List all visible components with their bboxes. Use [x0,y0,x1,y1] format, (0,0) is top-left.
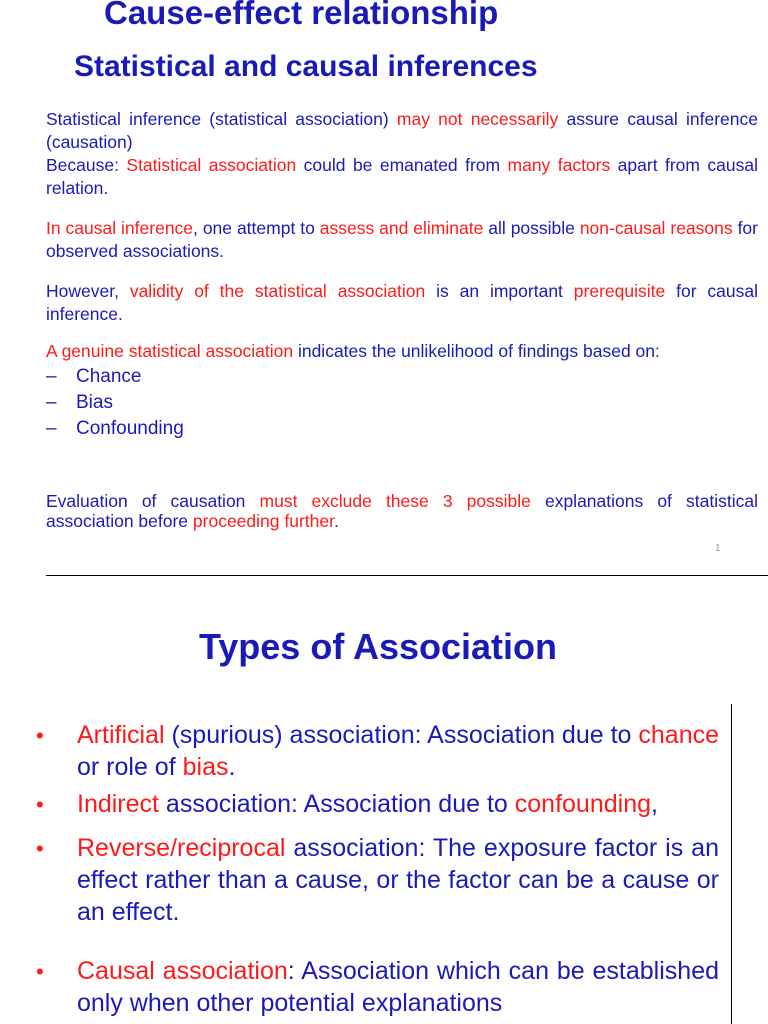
body-text: all possible [483,218,580,238]
paragraph-evaluation [46,491,758,531]
highlighted-text: chance [638,721,720,749]
slide-subtitle: Statistical and causal inferences [74,50,538,83]
highlighted-text: Statistical association [126,155,297,175]
highlighted-text: A genuine statistical association [46,341,294,361]
highlighted-text: may not necessarily [396,109,559,129]
dash-bullet: – [46,392,57,413]
body-text: Evaluation of causation [46,491,260,511]
list-item-label: Bias [76,392,113,413]
vertical-rule [731,704,732,1024]
body-text: Because: [46,155,127,175]
body-text: : Association which can be established only when other potential explanations [77,957,719,1017]
body-text: , one attempt to [193,218,320,238]
body-text: indicates the unlikelihood of findings based on: [293,341,660,361]
paragraph-validity [46,280,758,326]
section-title: Types of Association [198,626,558,667]
page-number: 1 [715,543,721,554]
body-text: or role of [77,753,183,781]
body-text: . [333,511,339,531]
highlighted-text: must exclude these 3 possible [259,491,531,511]
list-item-label: Chance [76,366,142,387]
paragraph-statistical-inference [46,108,758,200]
list-item-chance [46,366,142,388]
highlighted-text: non-causal reasons [579,218,733,238]
highlighted-text: Reverse/reciprocal [77,834,286,862]
highlighted-text: In causal inference [46,218,194,238]
highlighted-text: bias [182,753,229,781]
body-text: (spurious) association: Association due to [164,721,639,749]
paragraph-causal-inference [46,217,758,263]
highlighted-text: Indirect [77,790,159,818]
body-text: assure causal inference (causation) [46,109,759,152]
bullet-dot: • [36,792,44,817]
body-text: . [228,753,236,781]
body-text: for observed associations. [46,218,758,261]
body-text: However, [46,281,130,301]
highlighted-text: prerequisite [573,281,666,301]
list-item-confounding [46,418,184,440]
bullet-indirect-association [77,788,719,820]
highlighted-text: Artificial [77,721,165,749]
dash-bullet: – [46,366,57,387]
body-text: , [651,790,658,818]
body-text: apart from causal relation. [46,155,758,198]
body-text: could be emanated from [296,155,508,175]
body-text: for causal inference. [46,281,759,324]
bullet-dot: • [36,836,44,861]
highlighted-text: validity of the statistical association [129,281,426,301]
body-text: is an important [425,281,574,301]
body-text: Statistical inference (statistical association) [46,109,397,129]
highlighted-text: assess and eliminate [319,218,484,238]
slide-divider [46,575,768,576]
list-item-label: Confounding [76,418,184,439]
body-text: explanations of statistical association before [46,491,758,531]
highlighted-text: many factors [507,155,611,175]
body-text: association: Association due to [158,790,515,818]
body-text: association: The exposure factor is an effect rather than a cause, or the factor can be a cause or an effect. [77,834,719,926]
slide-title: Cause-effect relationship [104,0,499,31]
bullet-dot: • [36,959,44,984]
paragraph-genuine-association [46,340,758,363]
highlighted-text: Causal association [77,957,288,985]
list-item-bias [46,392,113,414]
bullet-dot: • [36,723,44,748]
highlighted-text: proceeding further [192,511,334,531]
bullet-artificial-association [77,719,719,783]
bullet-causal-association [77,955,719,1019]
bullet-reverse-association [77,832,719,928]
highlighted-text: confounding [514,790,651,818]
dash-bullet: – [46,418,57,439]
